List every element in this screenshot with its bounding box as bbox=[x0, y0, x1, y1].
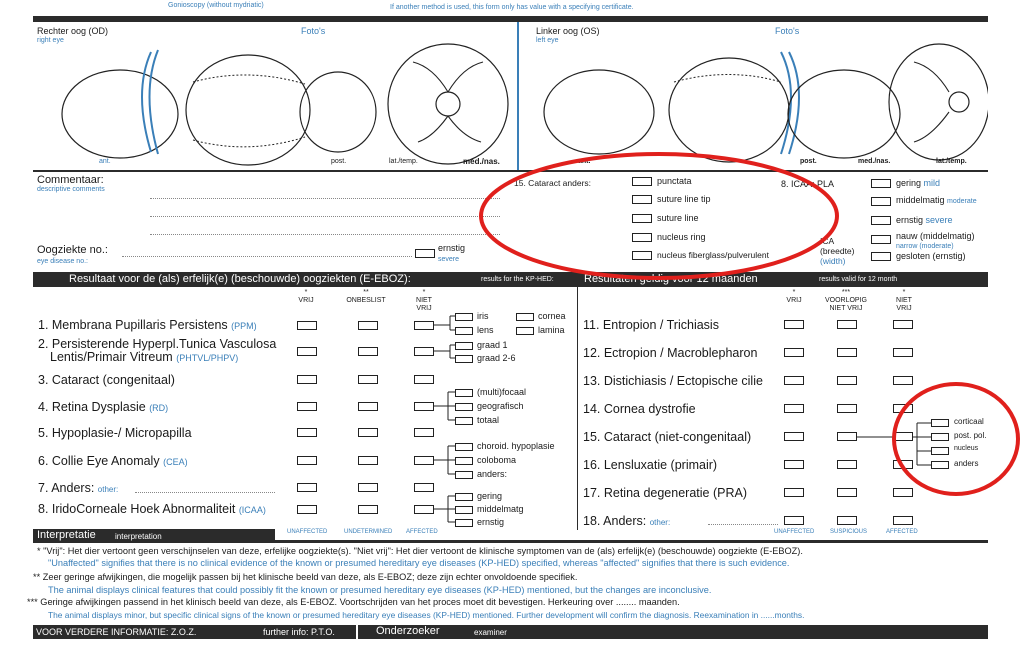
footer-bar bbox=[33, 625, 988, 639]
row-label-2: Lentis/Primair Vitreum bbox=[50, 350, 173, 364]
ica-width: (width) bbox=[820, 256, 846, 266]
voorlopig-checkbox[interactable] bbox=[837, 460, 857, 469]
graad-2-6-checkbox[interactable] bbox=[455, 355, 473, 363]
footer-unaffected: UNAFFECTED bbox=[287, 529, 328, 535]
interpretation-bar bbox=[33, 529, 275, 543]
comment-line[interactable] bbox=[150, 216, 500, 217]
footer-undetermined: UNDETERMINED bbox=[344, 529, 393, 535]
row-label: 4. Retina Dysplasie bbox=[38, 400, 146, 414]
cataract-sub-connectors bbox=[857, 415, 937, 475]
onbeslist-checkbox[interactable] bbox=[358, 505, 378, 514]
vrij-checkbox[interactable] bbox=[784, 488, 804, 497]
row-abbr: (RD) bbox=[149, 403, 169, 413]
icaa-option-en: mild bbox=[923, 178, 941, 188]
cataract-nucleus-ring-checkbox[interactable] bbox=[632, 233, 652, 242]
vrij-checkbox[interactable] bbox=[784, 432, 804, 441]
right-header-voorlopig-mark: *** bbox=[841, 289, 851, 296]
niet-vrij-checkbox[interactable] bbox=[893, 376, 913, 385]
onbeslist-checkbox[interactable] bbox=[358, 456, 378, 465]
row-label: 2. Persisterende Hyperpl.Tunica Vasculosa bbox=[38, 337, 277, 351]
icaa-severe-checkbox[interactable] bbox=[871, 216, 891, 225]
right-eye-title: Rechter oog (OD) bbox=[37, 26, 109, 36]
row-label: 7. Anders: bbox=[38, 481, 95, 495]
left-row-4 bbox=[38, 400, 168, 414]
left-eye-med-label: med./nas. bbox=[858, 158, 891, 165]
right-row-15: 15. Cataract (niet-congenitaal) bbox=[583, 430, 752, 444]
iris-checkbox[interactable] bbox=[455, 313, 473, 321]
niet-vrij-checkbox[interactable] bbox=[893, 488, 913, 497]
ica-option bbox=[896, 232, 975, 251]
icaa-option-en: severe bbox=[925, 215, 953, 225]
sub-option-label: post. pol. bbox=[954, 431, 987, 440]
right-header-vrij bbox=[782, 289, 806, 305]
vrij-checkbox[interactable] bbox=[297, 375, 317, 384]
right-header-vrij-mark: * bbox=[792, 289, 796, 296]
left-header-vrij-label: VRIJ bbox=[298, 297, 314, 304]
right-header-vrij-label: VRIJ bbox=[786, 297, 802, 304]
interpretation-sub: interpretation bbox=[115, 532, 162, 541]
sub-option-label: corticaal bbox=[954, 417, 984, 426]
cornea-checkbox[interactable] bbox=[516, 313, 534, 321]
right-eye-fundus-circle bbox=[388, 44, 508, 164]
cataract-option: suture line bbox=[657, 213, 699, 223]
vrij-checkbox[interactable] bbox=[297, 505, 317, 514]
icaa-moderate-checkbox[interactable] bbox=[871, 197, 891, 206]
cataract-suture-tip-checkbox[interactable] bbox=[632, 195, 652, 204]
result-bar bbox=[33, 272, 988, 287]
vrij-checkbox[interactable] bbox=[784, 348, 804, 357]
onbeslist-checkbox[interactable] bbox=[358, 347, 378, 356]
icaa-option-nl: gering bbox=[896, 178, 922, 188]
voorlopig-checkbox[interactable] bbox=[837, 348, 857, 357]
sub-option-label: anders bbox=[954, 459, 979, 468]
result-right-sub: results valid for 12 month bbox=[819, 276, 898, 283]
row-label: 5. Hypoplasie-/ Micropapilla bbox=[38, 426, 192, 440]
row-label: 1. Membrana Pupillaris Persistens bbox=[38, 318, 228, 332]
left-eye-subtitle: left eye bbox=[536, 37, 559, 44]
coloboma-checkbox[interactable] bbox=[455, 457, 473, 465]
sub-option-label: anders: bbox=[477, 469, 508, 479]
vrij-checkbox[interactable] bbox=[784, 460, 804, 469]
post-pol-checkbox[interactable] bbox=[931, 433, 949, 441]
note-text-nl: Zeer geringe afwijkingen, die mogelijk passen bij het klinische beeld van deze, als E-EBOZ; deze zijn echter onvoldoende specifiek. bbox=[42, 572, 578, 582]
right-header-voorlopig bbox=[818, 289, 874, 313]
ica-closed-checkbox[interactable] bbox=[871, 252, 891, 261]
icaa-option bbox=[896, 215, 953, 225]
multifocaal-checkbox[interactable] bbox=[455, 389, 473, 397]
voorlopig-checkbox[interactable] bbox=[837, 488, 857, 497]
onbeslist-checkbox[interactable] bbox=[358, 483, 378, 492]
vrij-checkbox[interactable] bbox=[297, 321, 317, 330]
left-row-6 bbox=[38, 454, 188, 468]
row-label: 3. Cataract (congenitaal) bbox=[38, 373, 175, 387]
left-eye-post-label: post. bbox=[800, 158, 817, 165]
cataract-fiberglass-checkbox[interactable] bbox=[632, 251, 652, 260]
interpretation-title: Interpretatie bbox=[37, 529, 96, 541]
left-row-3 bbox=[38, 373, 175, 387]
niet-vrij-checkbox[interactable] bbox=[893, 320, 913, 329]
cataract-suture-line-checkbox[interactable] bbox=[632, 214, 652, 223]
right-eye-photos-label: Foto's bbox=[301, 26, 326, 36]
column-divider bbox=[577, 287, 578, 530]
note-2 bbox=[33, 572, 577, 582]
sub-option-label: graad 1 bbox=[477, 340, 508, 350]
severe-checkbox[interactable] bbox=[415, 249, 435, 258]
note-text-nl: Geringe afwijkingen passend in het klinisch beeld van deze, als E-EBOZ. Voortschrijden van het proces moet dit bevestigen. Herkeuring over ........ maanden. bbox=[40, 597, 680, 607]
onbeslist-checkbox[interactable] bbox=[358, 402, 378, 411]
left-row-7 bbox=[38, 481, 118, 495]
right-eye-diagram bbox=[33, 22, 517, 170]
right-row-13: 13. Distichiasis / Ectopische cilie bbox=[583, 374, 763, 388]
left-eye-title: Linker oog (OS) bbox=[536, 26, 600, 36]
niet-vrij-checkbox[interactable] bbox=[893, 516, 913, 525]
ica-title: ICA bbox=[820, 236, 835, 246]
note-1 bbox=[37, 546, 803, 556]
note-mark: *** bbox=[27, 597, 38, 607]
nucleus-checkbox[interactable] bbox=[931, 447, 949, 455]
right-eye-lens-circle bbox=[186, 55, 310, 165]
niet-vrij-checkbox[interactable] bbox=[893, 348, 913, 357]
vrij-checkbox[interactable] bbox=[784, 376, 804, 385]
examiner-label: Onderzoeker bbox=[376, 625, 440, 637]
graad-1-checkbox[interactable] bbox=[455, 342, 473, 350]
left-row-5 bbox=[38, 426, 192, 440]
anders-checkbox[interactable] bbox=[455, 471, 473, 479]
sub-option-label: lamina bbox=[538, 325, 565, 335]
icaa-option bbox=[896, 178, 940, 188]
sub-option-label: cornea bbox=[538, 311, 566, 321]
footer-affected: AFFECTED bbox=[406, 529, 438, 535]
right-eye-ant-label: ant. bbox=[99, 158, 111, 165]
onbeslist-checkbox[interactable] bbox=[358, 321, 378, 330]
anders-checkbox[interactable] bbox=[931, 461, 949, 469]
comments-sublabel: descriptive comments bbox=[37, 186, 105, 193]
result-left-title: Resultaat voor de (als) erfelijk(e) (beschouwde) oogziekten (E-EBOZ): bbox=[69, 273, 411, 285]
other-input-line[interactable] bbox=[135, 492, 275, 493]
row-abbr: (PHTVL/PHPV) bbox=[176, 353, 239, 363]
ica-option-nl: nauw (middelmatig) bbox=[896, 231, 975, 241]
niet-vrij-checkbox[interactable] bbox=[893, 404, 913, 413]
row-abbr: other: bbox=[649, 518, 671, 527]
gering-checkbox[interactable] bbox=[455, 493, 473, 501]
row-label: 6. Collie Eye Anomaly bbox=[38, 454, 160, 468]
cataract-option: nucleus fiberglass/pulverulent bbox=[657, 250, 769, 260]
right-eye-front-circle bbox=[62, 70, 178, 158]
left-row-1 bbox=[38, 318, 257, 332]
icaa-option bbox=[896, 195, 977, 205]
left-eye-photos-label: Foto's bbox=[775, 26, 800, 36]
note-text-nl: "Vrij": Het dier vertoont geen verschijnselen van deze, erfelijke oogziekte(s). "Niet vrij": Het dier vertoont de klinische symptomen van de (als) erfelijk(e) (beschouwde) oogziekte (E-EBOZ). bbox=[43, 546, 803, 556]
right-header-niet-label: NIET VRIJ bbox=[896, 297, 912, 312]
left-header-onbeslist bbox=[340, 289, 392, 305]
ica-narrow-checkbox[interactable] bbox=[871, 235, 891, 244]
method-note: If another method is used, this form only has value with a specifying certificate. bbox=[390, 4, 634, 11]
sub-option-label: middelmatg bbox=[477, 504, 524, 514]
choroid-hypoplasie-checkbox[interactable] bbox=[455, 443, 473, 451]
right-row-16: 16. Lensluxatie (primair) bbox=[583, 458, 718, 472]
row-label: 8. IridoCorneale Hoek Abnormaliteit bbox=[38, 502, 236, 516]
sub-option-label: (multi)focaal bbox=[477, 387, 527, 397]
vrij-checkbox[interactable] bbox=[297, 483, 317, 492]
comment-line[interactable] bbox=[150, 198, 500, 199]
right-eye-med-label: med./nas. bbox=[463, 157, 500, 166]
row-abbr: (PPM) bbox=[231, 321, 257, 331]
footer-info: VOOR VERDERE INFORMATIE: Z.O.Z. bbox=[36, 627, 197, 637]
footer-suspicious: SUSPICIOUS bbox=[830, 529, 868, 535]
icaa-option-nl: middelmatig bbox=[896, 195, 945, 205]
comment-line[interactable] bbox=[150, 234, 500, 235]
ica-label bbox=[820, 236, 855, 266]
voorlopig-checkbox[interactable] bbox=[837, 432, 857, 441]
disease-no-label: Oogziekte no.: bbox=[37, 244, 108, 256]
right-header-niet-vrij bbox=[890, 289, 918, 313]
sub-option-label: geografisch bbox=[477, 401, 524, 411]
left-header-vrij-mark: * bbox=[304, 289, 308, 296]
examiner-sublabel: examiner bbox=[474, 628, 507, 637]
sub-option-label: ernstig bbox=[477, 517, 505, 527]
onbeslist-checkbox[interactable] bbox=[358, 375, 378, 384]
ica-option-en: narrow (moderate) bbox=[896, 243, 954, 250]
vrij-checkbox[interactable] bbox=[784, 516, 804, 525]
note-3 bbox=[27, 597, 680, 607]
onbeslist-checkbox[interactable] bbox=[358, 428, 378, 437]
footer-unaffected: UNAFFECTED bbox=[774, 529, 815, 535]
vrij-checkbox[interactable] bbox=[784, 404, 804, 413]
row-label: 18. Anders: bbox=[583, 514, 647, 528]
geografisch-checkbox[interactable] bbox=[455, 403, 473, 411]
severe-label: ernstig bbox=[438, 243, 466, 253]
voorlopig-checkbox[interactable] bbox=[837, 516, 857, 525]
left-eye-lat-label: lat./temp. bbox=[936, 158, 967, 165]
sub-option-label: choroid. hypoplasie bbox=[477, 441, 555, 451]
vrij-checkbox[interactable] bbox=[297, 402, 317, 411]
comments-label: Commentaar: bbox=[37, 174, 104, 186]
right-eye-subtitle: right eye bbox=[37, 37, 64, 44]
sub-option-label: totaal bbox=[477, 415, 500, 425]
cataract-other-label: 15. Cataract anders: bbox=[514, 178, 592, 188]
right-row-14: 14. Cornea dystrofie bbox=[583, 402, 696, 416]
row-abbr: other: bbox=[97, 485, 119, 494]
lens-checkbox[interactable] bbox=[455, 327, 473, 335]
left-header-onbeslist-label: ONBESLIST bbox=[346, 297, 386, 304]
vrij-checkbox[interactable] bbox=[784, 320, 804, 329]
cataract-option: nucleus ring bbox=[657, 232, 706, 242]
voorlopig-checkbox[interactable] bbox=[837, 404, 857, 413]
cataract-option: suture line tip bbox=[657, 194, 711, 204]
left-row-8 bbox=[38, 502, 266, 516]
left-eye-ant-label: ant. bbox=[578, 158, 591, 165]
gonioscopy-note: Gonioscopy (without mydriatic) bbox=[168, 2, 264, 9]
other-right-input-line[interactable] bbox=[708, 524, 778, 525]
result-left-sub: results for the KP-HED: bbox=[481, 276, 554, 283]
cataract-option: punctata bbox=[657, 176, 692, 186]
totaal-checkbox[interactable] bbox=[455, 417, 473, 425]
right-row-12: 12. Ectropion / Macroblepharon bbox=[583, 346, 758, 360]
right-row-17: 17. Retina degeneratie (PRA) bbox=[583, 486, 747, 500]
corticaal-checkbox[interactable] bbox=[931, 419, 949, 427]
ica-option: gesloten (ernstig) bbox=[896, 251, 966, 261]
right-header-niet-mark: * bbox=[902, 289, 906, 296]
note-2-en: The animal displays clinical features that could possibly fit the known or presumed hereditary eye diseases (KP-HED) mentioned, but the changes are inconclusive. bbox=[48, 585, 712, 595]
right-eye-posterior-circle bbox=[300, 72, 376, 152]
left-header-niet-mark: * bbox=[422, 289, 426, 296]
cataract-punctata-checkbox[interactable] bbox=[632, 177, 652, 186]
left-header-vrij bbox=[294, 289, 318, 305]
note-1-en: "Unaffected" signifies that there is no clinical evidence of the known or presumed hereditary eye diseases (KP-HED) specified, whereas "affected" signifies that there is such evidence. bbox=[48, 558, 790, 568]
vrij-checkbox[interactable] bbox=[297, 428, 317, 437]
icaa-option-nl: ernstig bbox=[896, 215, 924, 225]
left-row-2 bbox=[38, 338, 276, 365]
row-abbr: (CEA) bbox=[163, 457, 188, 467]
note-mark: * bbox=[37, 546, 41, 556]
disease-no-field[interactable] bbox=[122, 256, 412, 257]
ernstig-checkbox[interactable] bbox=[455, 519, 473, 527]
ica-breedte: (breedte) bbox=[820, 246, 855, 256]
sub-option-label: nucleus bbox=[954, 445, 979, 452]
sub-option-label: lens bbox=[477, 325, 494, 335]
right-header-voorlopig-label: VOORLOPIG NIET VRIJ bbox=[824, 297, 867, 312]
left-header-onbeslist-mark: ** bbox=[363, 289, 369, 296]
icaa-mild-checkbox[interactable] bbox=[871, 179, 891, 188]
middelmatig-checkbox[interactable] bbox=[455, 506, 473, 514]
sub-option-label: gering bbox=[477, 491, 503, 501]
right-eye-post-label: post. bbox=[331, 158, 347, 165]
sub-option-label: coloboma bbox=[477, 455, 517, 465]
right-eye-lat-label: lat./temp. bbox=[389, 158, 418, 165]
vrij-checkbox[interactable] bbox=[297, 456, 317, 465]
voorlopig-checkbox[interactable] bbox=[837, 376, 857, 385]
left-header-niet-label: NIET VRIJ bbox=[416, 297, 432, 312]
footer-divider bbox=[356, 625, 358, 639]
sub-option-label: iris bbox=[477, 311, 489, 321]
note-mark: ** bbox=[33, 572, 41, 582]
eye-diagram-panel bbox=[33, 22, 988, 172]
icaa-label: 8. ICAA: PLA bbox=[781, 179, 835, 189]
note-3-en: The animal displays minor, but specific clinical signs of the known or presumed hereditary eye diseases (KP-HED) mentioned. Further development will confirm the diagnosis. Reexamination in ......months. bbox=[48, 610, 805, 620]
right-row-11: 11. Entropion / Trichiasis bbox=[583, 318, 719, 332]
disease-no-sublabel: eye disease no.: bbox=[37, 258, 88, 265]
interpretation-rule bbox=[275, 540, 988, 543]
row-abbr: (ICAA) bbox=[238, 505, 266, 515]
result-right-title: Resultaten geldig voor 12 maanden bbox=[584, 273, 758, 285]
footer-info-en: further info: P.T.O. bbox=[263, 627, 335, 637]
icaa-option-en: moderate bbox=[947, 198, 977, 205]
severe-sublabel: severe bbox=[438, 256, 460, 263]
vrij-checkbox[interactable] bbox=[297, 347, 317, 356]
lamina-checkbox[interactable] bbox=[516, 327, 534, 335]
right-row-18 bbox=[583, 514, 670, 528]
left-eye-diagram bbox=[519, 22, 988, 170]
sub-option-label: graad 2-6 bbox=[477, 353, 516, 363]
footer-affected: AFFECTED bbox=[886, 529, 918, 535]
voorlopig-checkbox[interactable] bbox=[837, 320, 857, 329]
